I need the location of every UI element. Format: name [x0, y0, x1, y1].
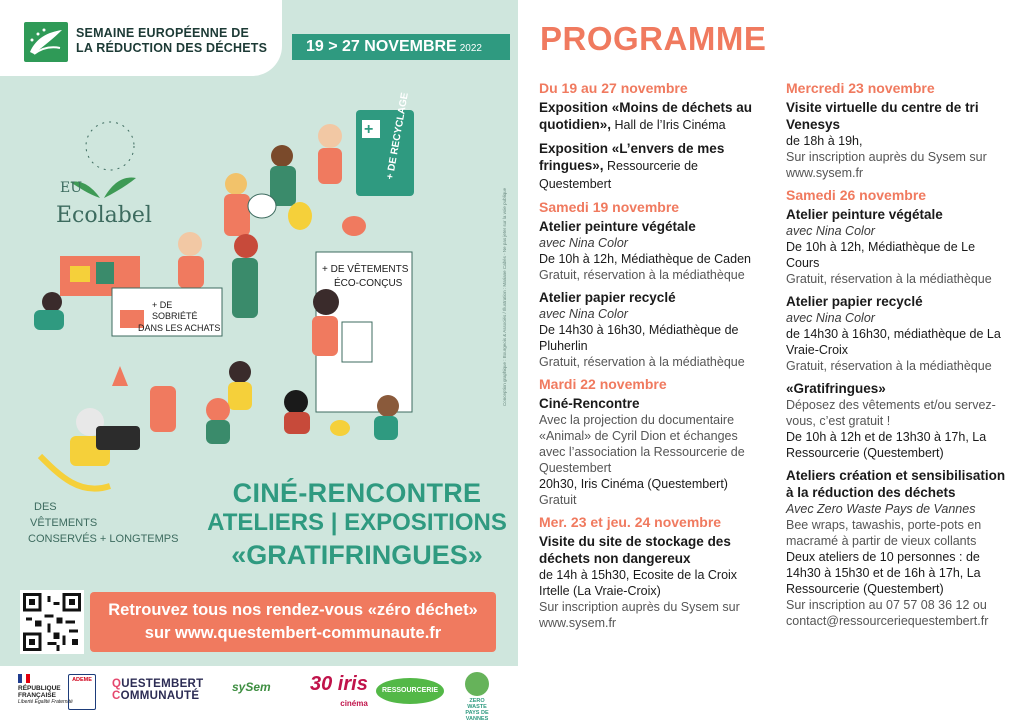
- conserves-line2: VÊTEMENTS: [30, 517, 98, 529]
- headline-cine-rencontre: CINÉ-RENCONTRE: [232, 478, 482, 508]
- eu-leaf-logo-icon: [24, 22, 68, 62]
- dates-text: 19 > 27 NOVEMBRE: [306, 38, 457, 55]
- event-info: De 10h à 12h, Médiathèque de Le Cours: [786, 240, 976, 270]
- ressourcerie-text: RESSOURCERIE: [381, 687, 438, 694]
- event-title: Visite virtuelle du centre de tri Venesys: [786, 100, 979, 132]
- qr-code-icon[interactable]: [20, 590, 84, 654]
- event-place: Ressourcerie de Questembert: [539, 159, 699, 191]
- date-heading: Mer. 23 et jeu. 24 novembre: [539, 514, 722, 530]
- rf-line1: RÉPUBLIQUE: [18, 685, 61, 692]
- event-info: de 18h à 19h,: [786, 134, 863, 148]
- event-description: Bee wraps, tawashis, porte-pots en macramé à partir de vieux collants: [786, 518, 982, 548]
- headline-ateliers: ATELIERS | EXPOSITIONS: [207, 509, 507, 536]
- logo-sysem: [232, 680, 271, 694]
- event-title: Atelier papier recyclé: [786, 294, 923, 309]
- dates-year: 2022: [459, 43, 482, 54]
- logo-republique-francaise: [18, 674, 73, 705]
- event-note: Gratuit, réservation à la médiathèque: [786, 272, 992, 286]
- logo-questembert: [112, 678, 203, 702]
- logo-ademe: [68, 674, 96, 710]
- event-info: Deux ateliers de 10 personnes : de 14h30 à 15h30 et de 16h à 17h, La Ressourcerie (Questembert): [786, 550, 981, 596]
- programme-column-1: [539, 80, 765, 631]
- conserves-line1: DES: [34, 501, 57, 513]
- date-heading: Samedi 19 novembre: [539, 199, 680, 215]
- conserves-line3: CONSERVÉS + LONGTEMPS: [28, 533, 179, 545]
- event-title-line2: LA RÉDUCTION DES DÉCHETS: [76, 41, 268, 55]
- sobriete-line1: + DE: [152, 300, 173, 310]
- zerowaste-text: ZERO WASTE PAYS DE VANNES: [465, 698, 489, 722]
- french-flag-icon: [18, 674, 30, 683]
- iris-sub: cinéma: [340, 699, 368, 708]
- event-title: Visite du site de stockage des déchets non dangereux: [539, 534, 731, 566]
- event-title: Atelier papier recyclé: [539, 290, 676, 305]
- poster-header: [0, 0, 282, 76]
- poster-headline: [198, 478, 516, 572]
- event-info: De 14h30 à 16h30, Médiathèque de Pluherlin: [539, 323, 739, 353]
- event-note: Sur inscription auprès du Sysem sur www.sysem.fr: [539, 600, 740, 630]
- programme-column-2: [786, 80, 1010, 629]
- event-description: Avec la projection du documentaire «Animal» de Cyril Dion et échanges avec l’association la Ressourcerie de Questembert: [539, 413, 745, 475]
- zero-waste-icon: [465, 672, 489, 696]
- logo-iris-cinema: [310, 674, 368, 714]
- logo-zero-waste: [462, 672, 492, 722]
- people-group-top: [224, 124, 366, 236]
- event-note: Gratuit, réservation à la médiathèque: [539, 355, 745, 369]
- quest-line2: OMMUNAUTÉ: [120, 690, 200, 702]
- event-note: Gratuit, réservation à la médiathèque: [786, 359, 992, 373]
- sewing-scene: [40, 366, 176, 489]
- programme-title: PROGRAMME: [540, 20, 767, 57]
- event-title: Atelier peinture végétale: [539, 219, 696, 234]
- cta-banner[interactable]: [90, 592, 496, 652]
- event-info: de 14h30 à 16h30, médiathèque de La Vraie-Croix: [786, 327, 1001, 357]
- quest-line1: UESTEMBERT: [121, 678, 204, 690]
- ecoconcus-line1: + DE VÊTEMENTS: [322, 264, 409, 275]
- event-title: Ateliers création et sensibilisation à la réduction des déchets: [786, 468, 1006, 500]
- rf-motto: Liberté Égalité Fraternité: [18, 699, 73, 705]
- event-note: Gratuit, réservation à la médiathèque: [539, 268, 745, 282]
- event-title: Atelier peinture végétale: [786, 207, 943, 222]
- event-info: De 10h à 12h et de 13h30 à 17h, La Ressourcerie (Questembert): [786, 430, 987, 460]
- ecolabel-icon: [86, 122, 134, 170]
- event-info: de 14h à 15h30, Ecosite de la Croix Irtelle (La Vraie-Croix): [539, 568, 738, 598]
- event-info: De 10h à 12h, Médiathèque de Caden: [539, 252, 751, 266]
- ecolabel-eu: EU: [60, 180, 83, 196]
- headline-gratifringues: «GRATIFRINGUES»: [231, 540, 483, 570]
- partner-logos: [0, 666, 518, 722]
- date-heading: Mardi 22 novembre: [539, 376, 667, 392]
- event-name: Exposition «L’envers de mes fringues»,: [539, 141, 725, 173]
- event-title: Ciné-Rencontre: [539, 396, 640, 411]
- leaf-icon: [104, 178, 136, 198]
- event-host: avec Nina Color: [539, 236, 628, 250]
- event-title: [539, 140, 765, 193]
- event-place: Hall de l’Iris Cinéma: [611, 118, 726, 132]
- event-title: [76, 26, 276, 56]
- dates-badge: [292, 34, 510, 60]
- cta-line1: Retrouvez tous nos rendez-vous «zéro déchet»: [108, 601, 478, 619]
- cta-website[interactable]: sur www.questembert-communaute.fr: [144, 624, 442, 642]
- recyclage-label: + DE RECYCLAGE: [384, 91, 411, 181]
- quest-c: C: [112, 690, 121, 702]
- event-description: Déposez des vêtements et/ou servez-vous, c’est gratuit !: [786, 398, 996, 428]
- sobriete-line3: DANS LES ACHATS: [138, 323, 221, 333]
- event-title: «Gratifringues»: [786, 381, 886, 396]
- clothes-shop-scene: [34, 232, 258, 336]
- sobriete-line2: SOBRIÉTÉ: [152, 311, 198, 321]
- date-heading: Du 19 au 27 novembre: [539, 80, 688, 96]
- event-note: Sur inscription auprès du Sysem sur www.sysem.fr: [786, 150, 987, 180]
- date-heading: Mercredi 23 novembre: [786, 80, 935, 96]
- ademe-text: ADEME: [72, 677, 92, 683]
- event-info: 20h30, Iris Cinéma (Questembert): [539, 477, 728, 491]
- event-title: [539, 99, 765, 134]
- date-heading: Samedi 26 novembre: [786, 187, 927, 203]
- logo-ressourcerie: [376, 678, 444, 704]
- sysem-text: sySem: [232, 680, 271, 694]
- event-host: avec Nina Color: [786, 311, 875, 325]
- rf-line2: FRANÇAISE: [18, 692, 56, 699]
- event-host: avec Nina Color: [786, 224, 875, 238]
- quest-q: Q: [112, 678, 122, 690]
- event-name: Exposition «Moins de déchets au quotidien»,: [539, 100, 753, 132]
- illustration-credit: Conception graphique : Bourgeois & Associés / Illustration : Mariane Cabès - Ne pas jeter sur la voie publique: [502, 187, 507, 406]
- ecoconcus-line2: ÉCO-CONÇUS: [334, 278, 403, 289]
- ecolabel-label: Ecolabel: [56, 203, 152, 228]
- event-note: Sur inscription au 07 57 08 36 12 ou contact@ressourceriequestembert.fr: [786, 598, 989, 628]
- event-title-line1: SEMAINE EUROPÉENNE DE: [76, 26, 249, 40]
- event-host: Avec Zero Waste Pays de Vannes: [786, 502, 976, 516]
- svg-text:+: +: [364, 121, 374, 138]
- iris-text: 30 iris: [310, 673, 368, 695]
- event-host: avec Nina Color: [539, 307, 628, 321]
- event-note: Gratuit: [539, 493, 577, 507]
